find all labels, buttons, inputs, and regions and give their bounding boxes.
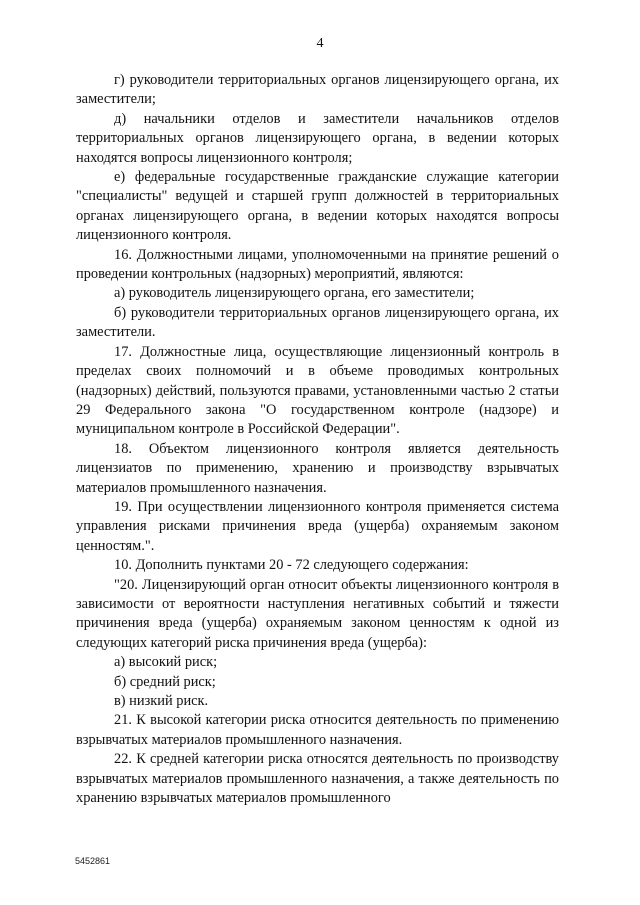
paragraph-22: 22. К средней категории риска относятся деятельность по производству взрывчатых материалов промышленного назначения, а также деятельность по хранению взрывчатых материалов промышленного (76, 751, 559, 807)
risk-high-item: а) высокий риск; (114, 654, 218, 671)
paragraph-item-e: е) федеральные государственные гражданские служащие категории "специалисты" ведущей и старшей групп должностей в территориальных органах лицензирующего органа, в ведении которых находятся вопросы лицензионного контроля. (76, 169, 559, 244)
amendment-10: 10. Дополнить пунктами 20 - 72 следующего содержания: (114, 557, 469, 574)
paragraph-19: 19. При осуществлении лицензионного контроля применяется система управления рисками причинения вреда (ущерба) охраняемым законом ценностям.". (76, 498, 559, 554)
paragraph-20: "20. Лицензирующий орган относит объекты лицензионного контроля в зависимости от вероятности наступления негативных событий и тяжести причинения вреда (ущерба) охраняемым законом ценностям к одной из следующих категорий риска причинения вреда (ущерба): (76, 576, 559, 651)
risk-low-item: в) низкий риск. (114, 693, 209, 709)
risk-medium-item: б) средний риск; (114, 673, 216, 690)
paragraph-item-d: д) начальники отделов и заместители начальников отделов территориальных органов лицензирующего органа, в ведении которых находятся вопросы лицензионного контроля; (76, 110, 559, 166)
paragraph-17: 17. Должностные лица, осуществляющие лицензионный контроль в пределах своих полномочий и в объеме проводимых контрольных (надзорных) действий, пользуются правами, установленными частью 2 статьи 29 Федерального закона "О государственном контроле (надзоре) и муниципальном контроле в Российской Федерации". (76, 343, 559, 438)
paragraph-18: 18. Объектом лицензионного контроля является деятельность лицензиатов по применению, хранению и производству взрывчатых материалов промышленного назначения. (76, 440, 559, 496)
paragraph-21: 21. К высокой категории риска относится деятельность по применению взрывчатых материалов промышленного назначения. (76, 712, 559, 748)
paragraph-16-item-b: б) руководители территориальных органов лицензирующего органа, их заместители. (76, 304, 559, 341)
paragraph-16: 16. Должностными лицами, уполномоченными на принятие решений о проведении контрольных (надзорных) мероприятий, являются: (76, 246, 559, 283)
paragraph-item-g: г) руководители территориальных органов лицензирующего органа, их заместители; (76, 72, 559, 108)
page-number: 4 (316, 36, 324, 51)
document-body (76, 71, 559, 808)
paragraph-16-item-a: а) руководитель лицензирующего органа, его заместители; (114, 285, 475, 302)
document-id: 5452861 (75, 856, 111, 866)
